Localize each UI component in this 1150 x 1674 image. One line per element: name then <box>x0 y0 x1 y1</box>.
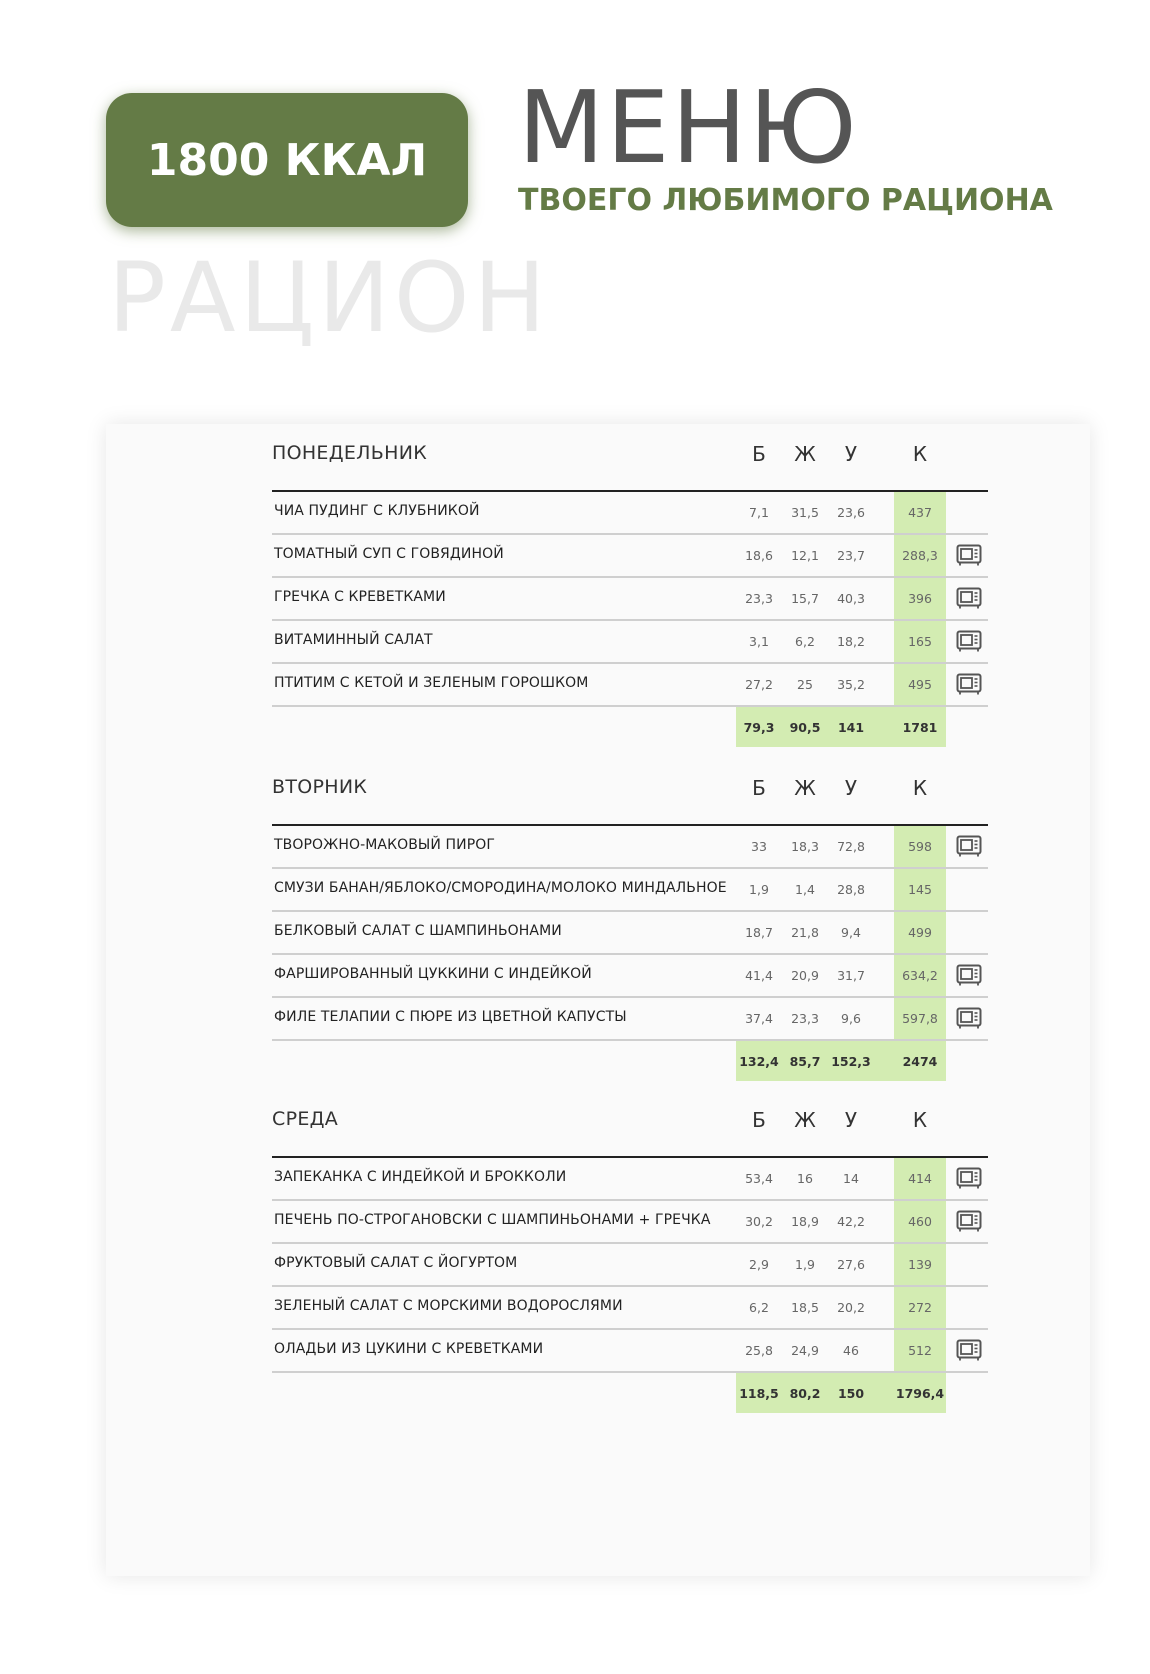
value-k: 272 <box>908 1300 932 1315</box>
table-row <box>272 1330 988 1373</box>
value-b: 3,1 <box>749 634 769 649</box>
value-u: 23,6 <box>837 505 865 520</box>
column-header-k: К <box>912 442 928 466</box>
page-subtitle: ТВОЕГО ЛЮБИМОГО РАЦИОНА <box>518 183 1053 218</box>
dish-name: ОЛАДЬИ ИЗ ЦУКИНИ С КРЕВЕТКАМИ <box>274 1341 544 1357</box>
microwave-icon <box>956 1339 982 1361</box>
day-section <box>272 430 988 747</box>
value-zh: 23,3 <box>791 1011 819 1026</box>
total-u: 150 <box>837 1386 865 1401</box>
value-k: 495 <box>908 677 932 692</box>
value-k: 512 <box>908 1343 932 1358</box>
value-zh: 15,7 <box>791 591 819 606</box>
table-row <box>272 664 988 707</box>
dish-name: ГРЕЧКА С КРЕВЕТКАМИ <box>274 589 446 605</box>
value-zh: 18,3 <box>791 839 819 854</box>
value-k: 139 <box>908 1257 932 1272</box>
microwave-icon <box>956 673 982 695</box>
dish-name: ЗЕЛЕНЫЙ САЛАТ С МОРСКИМИ ВОДОРОСЛЯМИ <box>274 1298 623 1314</box>
day-header <box>272 764 988 826</box>
table-row <box>272 1201 988 1244</box>
value-b: 2,9 <box>749 1257 769 1272</box>
dish-name: ТОМАТНЫЙ СУП С ГОВЯДИНОЙ <box>274 546 504 562</box>
total-k: 1781 <box>902 720 938 735</box>
calorie-badge <box>106 93 468 227</box>
value-b: 30,2 <box>745 1214 773 1229</box>
dish-name: ФРУКТОВЫЙ САЛАТ С ЙОГУРТОМ <box>274 1255 518 1271</box>
value-zh: 18,9 <box>791 1214 819 1229</box>
value-zh: 1,4 <box>795 882 815 897</box>
dish-name: СМУЗИ БАНАН/ЯБЛОКО/СМОРОДИНА/МОЛОКО МИНДАЛЬНОЕ <box>274 880 727 896</box>
dish-name: ФИЛЕ ТЕЛАПИИ С ПЮРЕ ИЗ ЦВЕТНОЙ КАПУСТЫ <box>274 1009 627 1025</box>
microwave-icon <box>956 835 982 857</box>
value-zh: 6,2 <box>795 634 815 649</box>
total-zh: 80,2 <box>789 1386 821 1401</box>
table-row <box>272 912 988 955</box>
value-b: 18,7 <box>745 925 773 940</box>
value-u: 72,8 <box>837 839 865 854</box>
dish-name: ФАРШИРОВАННЫЙ ЦУККИНИ С ИНДЕЙКОЙ <box>274 966 592 982</box>
value-u: 28,8 <box>837 882 865 897</box>
total-row <box>272 707 988 747</box>
column-header-b: Б <box>752 776 766 800</box>
value-k: 499 <box>908 925 932 940</box>
total-row <box>272 1041 988 1081</box>
column-header-b: Б <box>752 1108 766 1132</box>
microwave-icon <box>956 587 982 609</box>
table-row <box>272 1158 988 1201</box>
total-k: 1796,4 <box>895 1386 945 1401</box>
microwave-icon <box>956 1167 982 1189</box>
value-k: 597,8 <box>902 1011 938 1026</box>
table-row <box>272 492 988 535</box>
day-name: ПОНЕДЕЛЬНИК <box>272 442 427 464</box>
calorie-badge-label: 1800 ККАЛ <box>146 134 428 186</box>
dish-name: ТВОРОЖНО-МАКОВЫЙ ПИРОГ <box>274 837 496 853</box>
microwave-icon <box>956 544 982 566</box>
value-u: 9,4 <box>841 925 861 940</box>
day-section <box>272 764 988 1081</box>
table-row <box>272 1244 988 1287</box>
value-zh: 25 <box>797 677 813 692</box>
value-b: 37,4 <box>745 1011 773 1026</box>
column-header-k: К <box>912 1108 928 1132</box>
total-row <box>272 1373 988 1413</box>
value-k: 145 <box>908 882 932 897</box>
value-b: 27,2 <box>745 677 773 692</box>
value-u: 18,2 <box>837 634 865 649</box>
total-zh: 85,7 <box>789 1054 821 1069</box>
value-u: 23,7 <box>837 548 865 563</box>
menu-card <box>106 424 1090 1576</box>
day-name: ВТОРНИК <box>272 776 368 798</box>
value-k: 437 <box>908 505 932 520</box>
value-k: 460 <box>908 1214 932 1229</box>
value-u: 42,2 <box>837 1214 865 1229</box>
column-header-k: К <box>912 776 928 800</box>
value-zh: 12,1 <box>791 548 819 563</box>
value-zh: 18,5 <box>791 1300 819 1315</box>
value-b: 6,2 <box>749 1300 769 1315</box>
column-header-zh: Ж <box>794 442 816 466</box>
value-u: 9,6 <box>841 1011 861 1026</box>
value-k: 396 <box>908 591 932 606</box>
microwave-icon <box>956 1007 982 1029</box>
day-name: СРЕДА <box>272 1108 339 1130</box>
column-header-zh: Ж <box>794 1108 816 1132</box>
value-k: 288,3 <box>902 548 938 563</box>
column-header-u: У <box>844 1108 858 1132</box>
value-u: 35,2 <box>837 677 865 692</box>
value-u: 20,2 <box>837 1300 865 1315</box>
value-k: 165 <box>908 634 932 649</box>
table-row <box>272 535 988 578</box>
value-u: 40,3 <box>837 591 865 606</box>
dish-name: ПЕЧЕНЬ ПО-СТРОГАНОВСКИ С ШАМПИНЬОНАМИ + ГРЕЧКА <box>274 1212 711 1228</box>
value-zh: 24,9 <box>791 1343 819 1358</box>
day-header <box>272 1096 988 1158</box>
value-zh: 31,5 <box>791 505 819 520</box>
microwave-icon <box>956 964 982 986</box>
total-b: 132,4 <box>739 1054 779 1069</box>
value-u: 31,7 <box>837 968 865 983</box>
column-header-u: У <box>844 776 858 800</box>
table-row <box>272 1287 988 1330</box>
table-row <box>272 998 988 1041</box>
value-b: 23,3 <box>745 591 773 606</box>
value-zh: 16 <box>797 1171 813 1186</box>
total-k: 2474 <box>902 1054 938 1069</box>
total-b: 118,5 <box>739 1386 779 1401</box>
value-u: 14 <box>843 1171 859 1186</box>
column-header-zh: Ж <box>794 776 816 800</box>
value-b: 25,8 <box>745 1343 773 1358</box>
dish-name: ЧИА ПУДИНГ С КЛУБНИКОЙ <box>274 503 480 519</box>
total-zh: 90,5 <box>789 720 821 735</box>
table-row <box>272 869 988 912</box>
value-k: 634,2 <box>902 968 938 983</box>
page-title: МЕНЮ <box>518 69 859 186</box>
day-header <box>272 430 988 492</box>
value-b: 7,1 <box>749 505 769 520</box>
dish-name: БЕЛКОВЫЙ САЛАТ С ШАМПИНЬОНАМИ <box>274 923 562 939</box>
value-b: 41,4 <box>745 968 773 983</box>
value-zh: 20,9 <box>791 968 819 983</box>
table-row <box>272 826 988 869</box>
column-header-u: У <box>844 442 858 466</box>
column-header-b: Б <box>752 442 766 466</box>
value-zh: 21,8 <box>791 925 819 940</box>
total-u: 141 <box>837 720 865 735</box>
dish-name: ЗАПЕКАНКА С ИНДЕЙКОЙ И БРОККОЛИ <box>274 1169 567 1185</box>
value-u: 46 <box>843 1343 859 1358</box>
microwave-icon <box>956 1210 982 1232</box>
total-u: 152,3 <box>831 1054 871 1069</box>
table-row <box>272 578 988 621</box>
day-section <box>272 1096 988 1413</box>
microwave-icon <box>956 630 982 652</box>
table-row <box>272 621 988 664</box>
value-k: 414 <box>908 1171 932 1186</box>
dish-name: ПТИТИМ С КЕТОЙ И ЗЕЛЕНЫМ ГОРОШКОМ <box>274 675 589 691</box>
value-u: 27,6 <box>837 1257 865 1272</box>
value-zh: 1,9 <box>795 1257 815 1272</box>
watermark-text: РАЦИОН <box>108 242 550 354</box>
total-b: 79,3 <box>743 720 775 735</box>
value-b: 53,4 <box>745 1171 773 1186</box>
value-b: 18,6 <box>745 548 773 563</box>
value-k: 598 <box>908 839 932 854</box>
dish-name: ВИТАМИННЫЙ САЛАТ <box>274 632 433 648</box>
value-b: 33 <box>751 839 767 854</box>
value-b: 1,9 <box>749 882 769 897</box>
table-row <box>272 955 988 998</box>
